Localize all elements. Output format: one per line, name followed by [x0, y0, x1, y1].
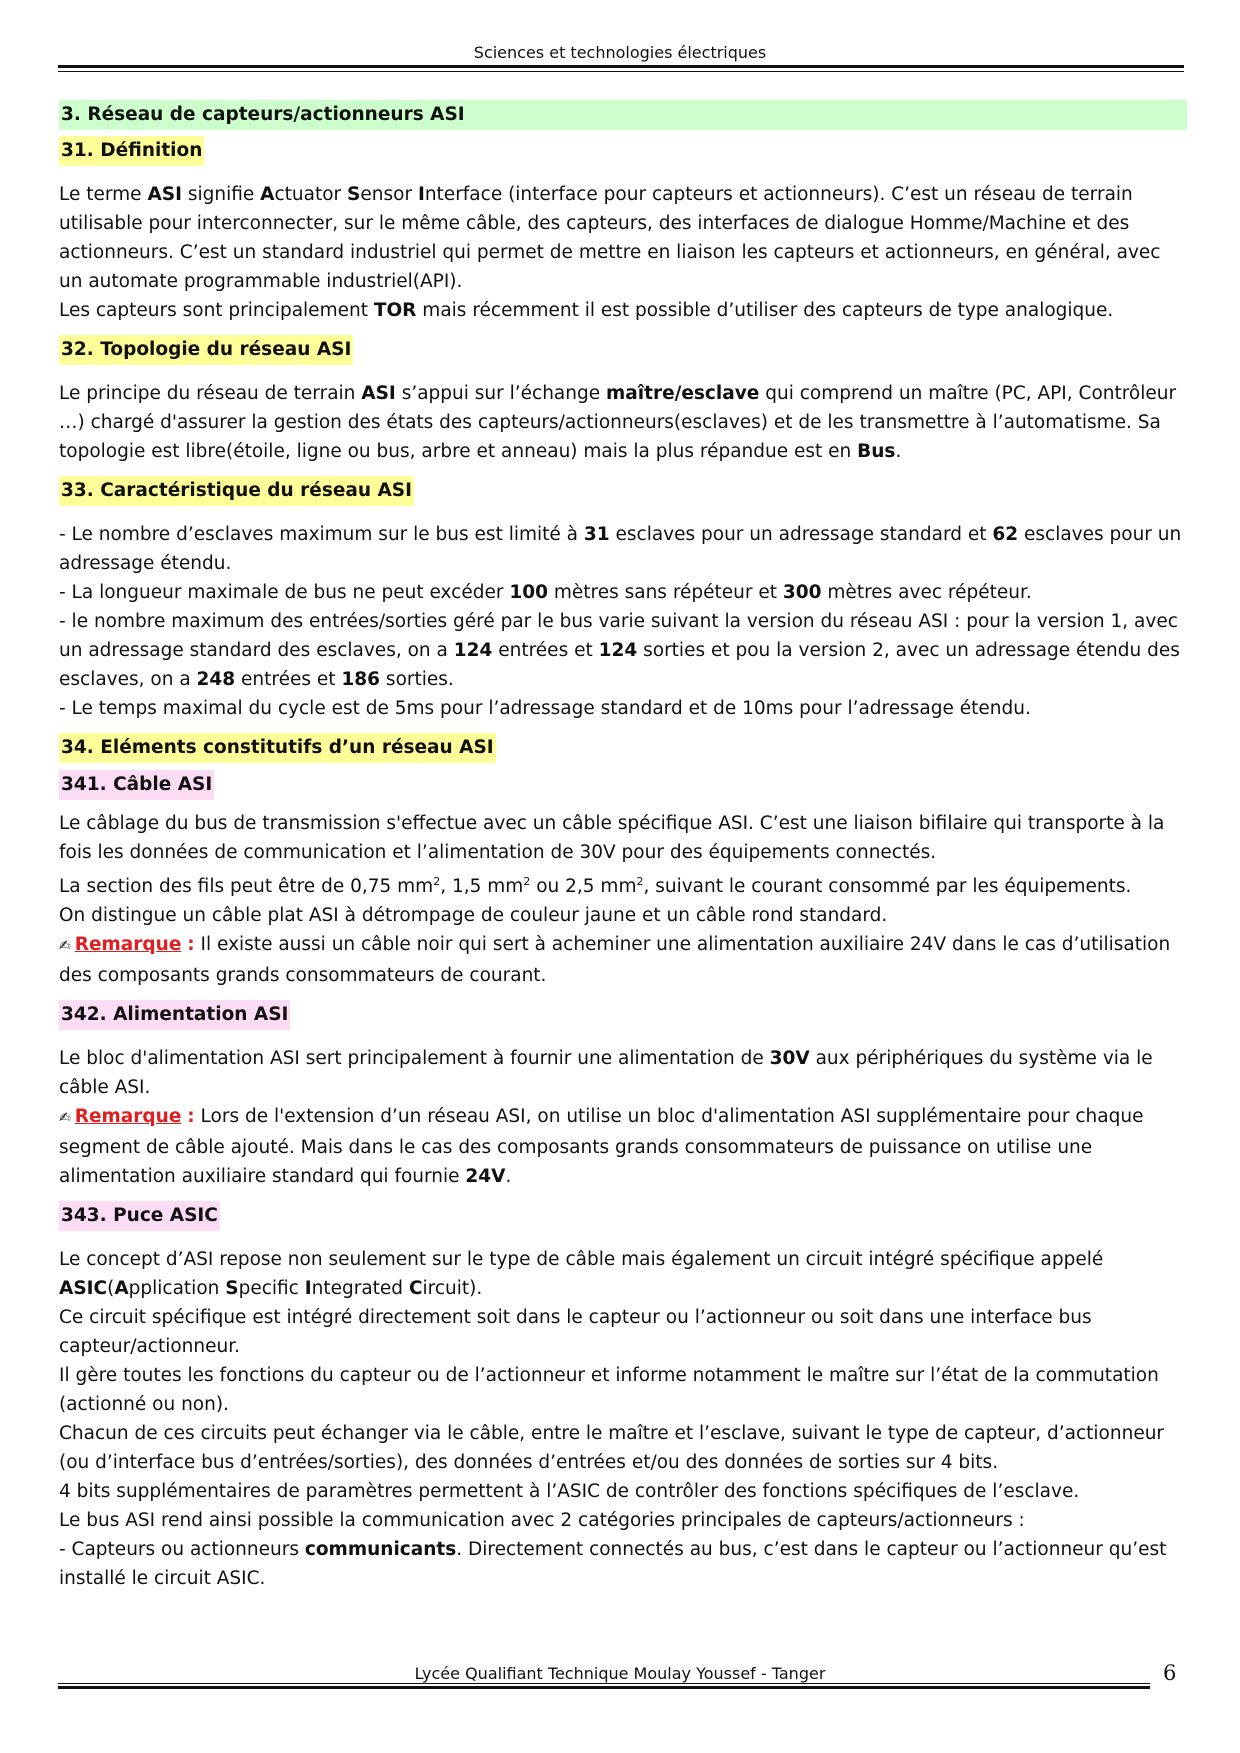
section-heading-32: 32. Topologie du réseau ASI [59, 335, 353, 365]
power-paragraph: Le bloc d'alimentation ASI sert principalement à fournir une alimentation de 30V aux périphériques du système via le câble ASI. ✍ Remarque : Lors de l'extension d’un réseau ASI, on utilise un bloc d'alimentation ASI supplémentaire pour chaque segment de câble ajouté. Mais dans le cas des composants grands consommateurs de puissance on utilise une alimentation auxiliaire standard qui fournie 24V. [59, 1048, 1153, 1188]
section-heading-33: 33. Caractéristique du réseau ASI [59, 476, 414, 506]
cable-paragraph: Le câblage du bus de transmission s'effectue avec un câble spécifique ASI. C’est une liaison bifilaire qui transporte à la fois les données de communication et l’alimentation de 30V pour des équipements connectés. La section des fils peut être de 0,75 $mm^2$, 1,5 $mm^2$ ou 2,5 $mm^2$, suivant le courant consommé par les équipements. On distingue un câble plat ASI à détrompage de couleur jaune et un câble rond standard. ✍ Remarque : Il existe aussi un câble noir qui sert à acheminer une alimentation auxiliaire 24V dans le cas d’utilisation des composants grands consommateurs de courant. [59, 813, 1171, 987]
header-rule-thin [58, 71, 1184, 72]
section-heading-3: 3. Réseau de capteurs/actionneurs ASI [59, 100, 1187, 130]
characteristics-paragraph: - Le nombre d’esclaves maximum sur le bus est limité à 31 esclaves pour un adressage standard et 62 esclaves pour un adressage étendu. - La longueur maximale de bus ne peut excéder 100 mètres sans répéteur et 300 mètres avec répéteur. - le nombre maximum des entrées/sorties géré par le bus varie suivant la version du réseau ASI : pour la version 1, avec un adressage standard des esclaves, on a 124 entrées et 124 sorties et pou la version 2, avec un adressage étendu des esclaves, on a 248 entrées et 186 sorties. - Le temps maximal du cycle est de 5ms pour l’adressage standard et de 10ms pour l’adressage étendu. [59, 524, 1182, 719]
header-rule-thick [58, 65, 1184, 68]
footer-school: Lycée Qualifiant Technique Moulay Youssef - Tanger [414, 1664, 826, 1683]
heading-row-34 [59, 727, 1187, 769]
pen-icon: ✍ [59, 938, 71, 955]
section-heading-34: 34. Eléments constitutifs d’un réseau ASI [59, 733, 496, 763]
heading-row-31 [59, 130, 1187, 172]
heading-row-341 [59, 769, 1187, 801]
heading-row-33 [59, 470, 1187, 512]
remark-label: Remarque [74, 934, 182, 956]
footer-rule-thick [58, 1686, 1150, 1689]
heading-row-32 [59, 329, 1187, 371]
section-heading-31: 31. Définition [59, 136, 204, 166]
definition-paragraph: Le terme ASI signifie Actuator Sensor Interface (interface pour capteurs et actionneurs). C’est un réseau de terrain utilisable pour interconnecter, sur le même câble, des capteurs, des interfaces de dialogue Homme/Machine et des actionneurs. C’est un standard industriel qui permet de mettre en liaison les capteurs et actionneurs, en général, avec un automate programmable industriel(API). Les capteurs sont principalement TOR mais récemment il est possible d’utiliser des capteurs de type analogique. [59, 184, 1161, 321]
pen-icon: ✍ [59, 1110, 71, 1127]
section-heading-341: 341. Câble ASI [59, 770, 214, 800]
remark-label: Remarque [74, 1106, 182, 1128]
asic-paragraph: Le concept d’ASI repose non seulement sur le type de câble mais également un circuit intégré spécifique appelé ASIC(Application Specific Integrated Circuit). Ce circuit spécifique est intégré directement soit dans le capteur ou l’actionneur ou soit dans une interface bus capteur/actionneur. Il gère toutes les fonctions du capteur ou de l’actionneur et informe notamment le maître sur l’état de la commutation (actionné ou non). Chacun de ces circuits peut échanger via le câble, entre le maître et l’esclave, suivant le type de capteur, d’actionneur (ou d’interface bus d’entrées/sorties), des données d’entrées et/ou des données de sorties sur 4 bits. 4 bits supplémentaires de paramètres permettent à l’ASIC de contrôler des fonctions spécifiques de l’esclave. Le bus ASI rend ainsi possible la communication avec 2 catégories principales de capteurs/actionneurs : - Capteurs ou actionneurs communicants. Directement connectés au bus, c’est dans le capteur ou l’actionneur qu’est installé le circuit ASIC. [59, 1249, 1167, 1590]
topology-paragraph: Le principe du réseau de terrain ASI s’appui sur l’échange maître/esclave qui comprend un maître (PC, API, Contrôleur …) chargé d'assurer la gestion des états des capteurs/actionneurs(esclaves) et de les transmettre à l’automatisme. Sa topologie est libre(étoile, ligne ou bus, arbre et anneau) mais la plus répandue est en Bus. [59, 383, 1177, 462]
section-heading-342: 342. Alimentation ASI [59, 1000, 290, 1030]
header-title: Sciences et technologies électriques [473, 43, 767, 62]
page-number: 6 [1163, 1661, 1177, 1685]
heading-row-343 [59, 1195, 1187, 1237]
footer-rule-thin [58, 1683, 1150, 1684]
section-heading-343: 343. Puce ASIC [59, 1201, 220, 1231]
document-body [59, 100, 1187, 1597]
heading-row-342 [59, 994, 1187, 1036]
